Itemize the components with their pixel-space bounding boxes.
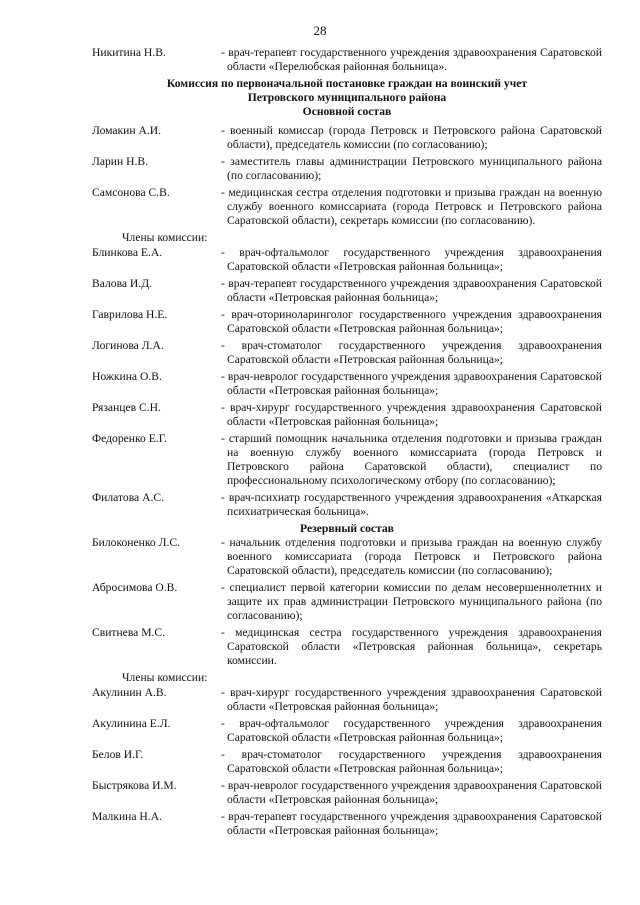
person-name: Рязанцев С.Н. — [92, 401, 161, 414]
person-entry — [92, 536, 602, 578]
person-position: - военный комиссар (города Петровск и Петровского района Саратовской области), председатель комиссии (по согласованию); — [221, 124, 602, 151]
person-position: - врач-стоматолог государственного учреждения здравоохранения Саратовской области «Петровская районная больница»; — [221, 748, 602, 775]
person-entry — [92, 401, 602, 429]
person-name: Логинова Л.А. — [92, 339, 164, 352]
members-label: Члены комиссии: — [122, 671, 208, 684]
person-position: - врач-офтальмолог государственного учреждения здравоохранения Саратовской области «Петровская районная больница»; — [221, 246, 602, 273]
reserve-members — [92, 686, 602, 838]
person-entry — [92, 686, 602, 714]
person-entry — [92, 717, 602, 745]
reserve-entries — [92, 536, 602, 668]
person-entry — [92, 810, 602, 838]
person-position: - специалист первой категории комиссии по делам несовершеннолетних и защите их прав администрации Петровского муниципального района (по согласованию); — [221, 581, 602, 622]
person-name: Ларин Н.В. — [92, 155, 149, 168]
person-position: - врач-терапевт государственного учреждения здравоохранения Саратовской области «Петровская районная больница»; — [221, 810, 602, 837]
person-position: - начальник отделения подготовки и призыва граждан на военную службу военного комиссариата (города Петровск и Петровского района Саратовской области), председатель комиссии (по согласованию); — [221, 536, 602, 577]
person-name: Филатова А.С. — [92, 491, 164, 504]
person-entry — [92, 626, 602, 668]
person-name: Гаврилова Н.Е. — [92, 308, 168, 321]
person-name: Ломакин А.И. — [92, 124, 162, 137]
person-entry — [92, 186, 602, 228]
person-name: Самсонова С.В. — [92, 186, 170, 199]
page-number: 28 — [313, 23, 327, 38]
person-position: - врач-психиатр государственного учреждения здравоохранения «Аткарская психиатрическая больница». — [221, 491, 602, 518]
person-name: Малкина Н.А. — [92, 810, 162, 823]
person-position: - врач-офтальмолог государственного учреждения здравоохранения Саратовской области «Петровская районная больница»; — [221, 717, 602, 744]
top-entries — [92, 46, 602, 74]
document-body — [92, 46, 602, 841]
person-name: Блинкова Е.А. — [92, 246, 163, 259]
reserve-composition-heading: Резервный состав — [300, 522, 394, 535]
person-name: Федоренко Е.Г. — [92, 432, 168, 445]
person-entry — [92, 581, 602, 623]
person-entry — [92, 46, 602, 74]
person-position: - врач-оториноларинголог государственного учреждения здравоохранения Саратовской области «Петровская районная больница»; — [221, 308, 602, 335]
person-position: - врач-стоматолог государственного учреждения здравоохранения Саратовской области «Петровская районная больница»; — [221, 339, 602, 366]
person-name: Абросимова О.В. — [92, 581, 178, 594]
person-name: Белов И.Г. — [92, 748, 144, 761]
main-members — [92, 246, 602, 519]
person-entry — [92, 491, 602, 519]
person-entry — [92, 155, 602, 183]
members-label: Члены комиссии: — [122, 231, 208, 244]
person-entry — [92, 779, 602, 807]
person-entry — [92, 308, 602, 336]
person-position: - врач-терапевт государственного учреждения здравоохранения Саратовской области «Перелюбская районная больница». — [221, 46, 602, 73]
person-position: - медицинская сестра государственного учреждения здравоохранения Саратовской области «Петровская районная больница», секретарь комиссии. — [221, 626, 602, 667]
person-entry — [92, 339, 602, 367]
person-position: - врач-хирург государственного учреждения здравоохранения Саратовской области «Петровская районная больница»; — [221, 401, 602, 428]
person-name: Валова И.Д. — [92, 277, 153, 290]
person-position: - врач-невролог государственного учреждения здравоохранения Саратовской области «Петровская районная больница»; — [221, 779, 602, 806]
person-entry — [92, 246, 602, 274]
main-composition-heading: Основной состав — [302, 105, 392, 118]
main-entries — [92, 124, 602, 228]
person-entry — [92, 370, 602, 398]
person-entry — [92, 277, 602, 305]
person-name: Ножкина О.В. — [92, 370, 162, 383]
person-name: Никитина Н.В. — [92, 46, 166, 59]
commission-title-line-2: Петровского муниципального района — [247, 91, 447, 104]
person-name: Свитнева М.С. — [92, 626, 166, 639]
person-entry — [92, 748, 602, 776]
person-name: Акулинина Е.Л. — [92, 717, 171, 730]
person-entry — [92, 124, 602, 152]
person-position: - врач-терапевт государственного учреждения здравоохранения Саратовской области «Петровская районная больница»; — [221, 277, 602, 304]
person-name: Акулинин А.В. — [92, 686, 167, 699]
commission-title-line-1: Комиссия по первоначальной постановке граждан на воинский учет — [166, 77, 528, 90]
person-position: - врач-невролог государственного учреждения здравоохранения Саратовской области «Петровская районная больница»; — [221, 370, 602, 397]
person-entry — [92, 432, 602, 488]
person-position: - старший помощник начальника отделения подготовки и призыва граждан на военную службу военного комиссариата (города Петровск и Петровского района Саратовской области), специалист по профессиональному психологическому отбору (по согласованию); — [221, 432, 602, 487]
person-position: - врач-хирург государственного учреждения здравоохранения Саратовской области «Петровская районная больница»; — [221, 686, 602, 713]
person-position: - медицинская сестра отделения подготовки и призыва граждан на военную службу военного комиссариата (города Петровск и Петровского района Саратовской области), секретарь комиссии (по согласованию). — [221, 186, 602, 227]
person-name: Быстрякова И.М. — [92, 779, 177, 792]
person-position: - заместитель главы администрации Петровского муниципального района (по согласованию); — [221, 155, 602, 182]
person-name: Билоконенко Л.С. — [92, 536, 180, 549]
